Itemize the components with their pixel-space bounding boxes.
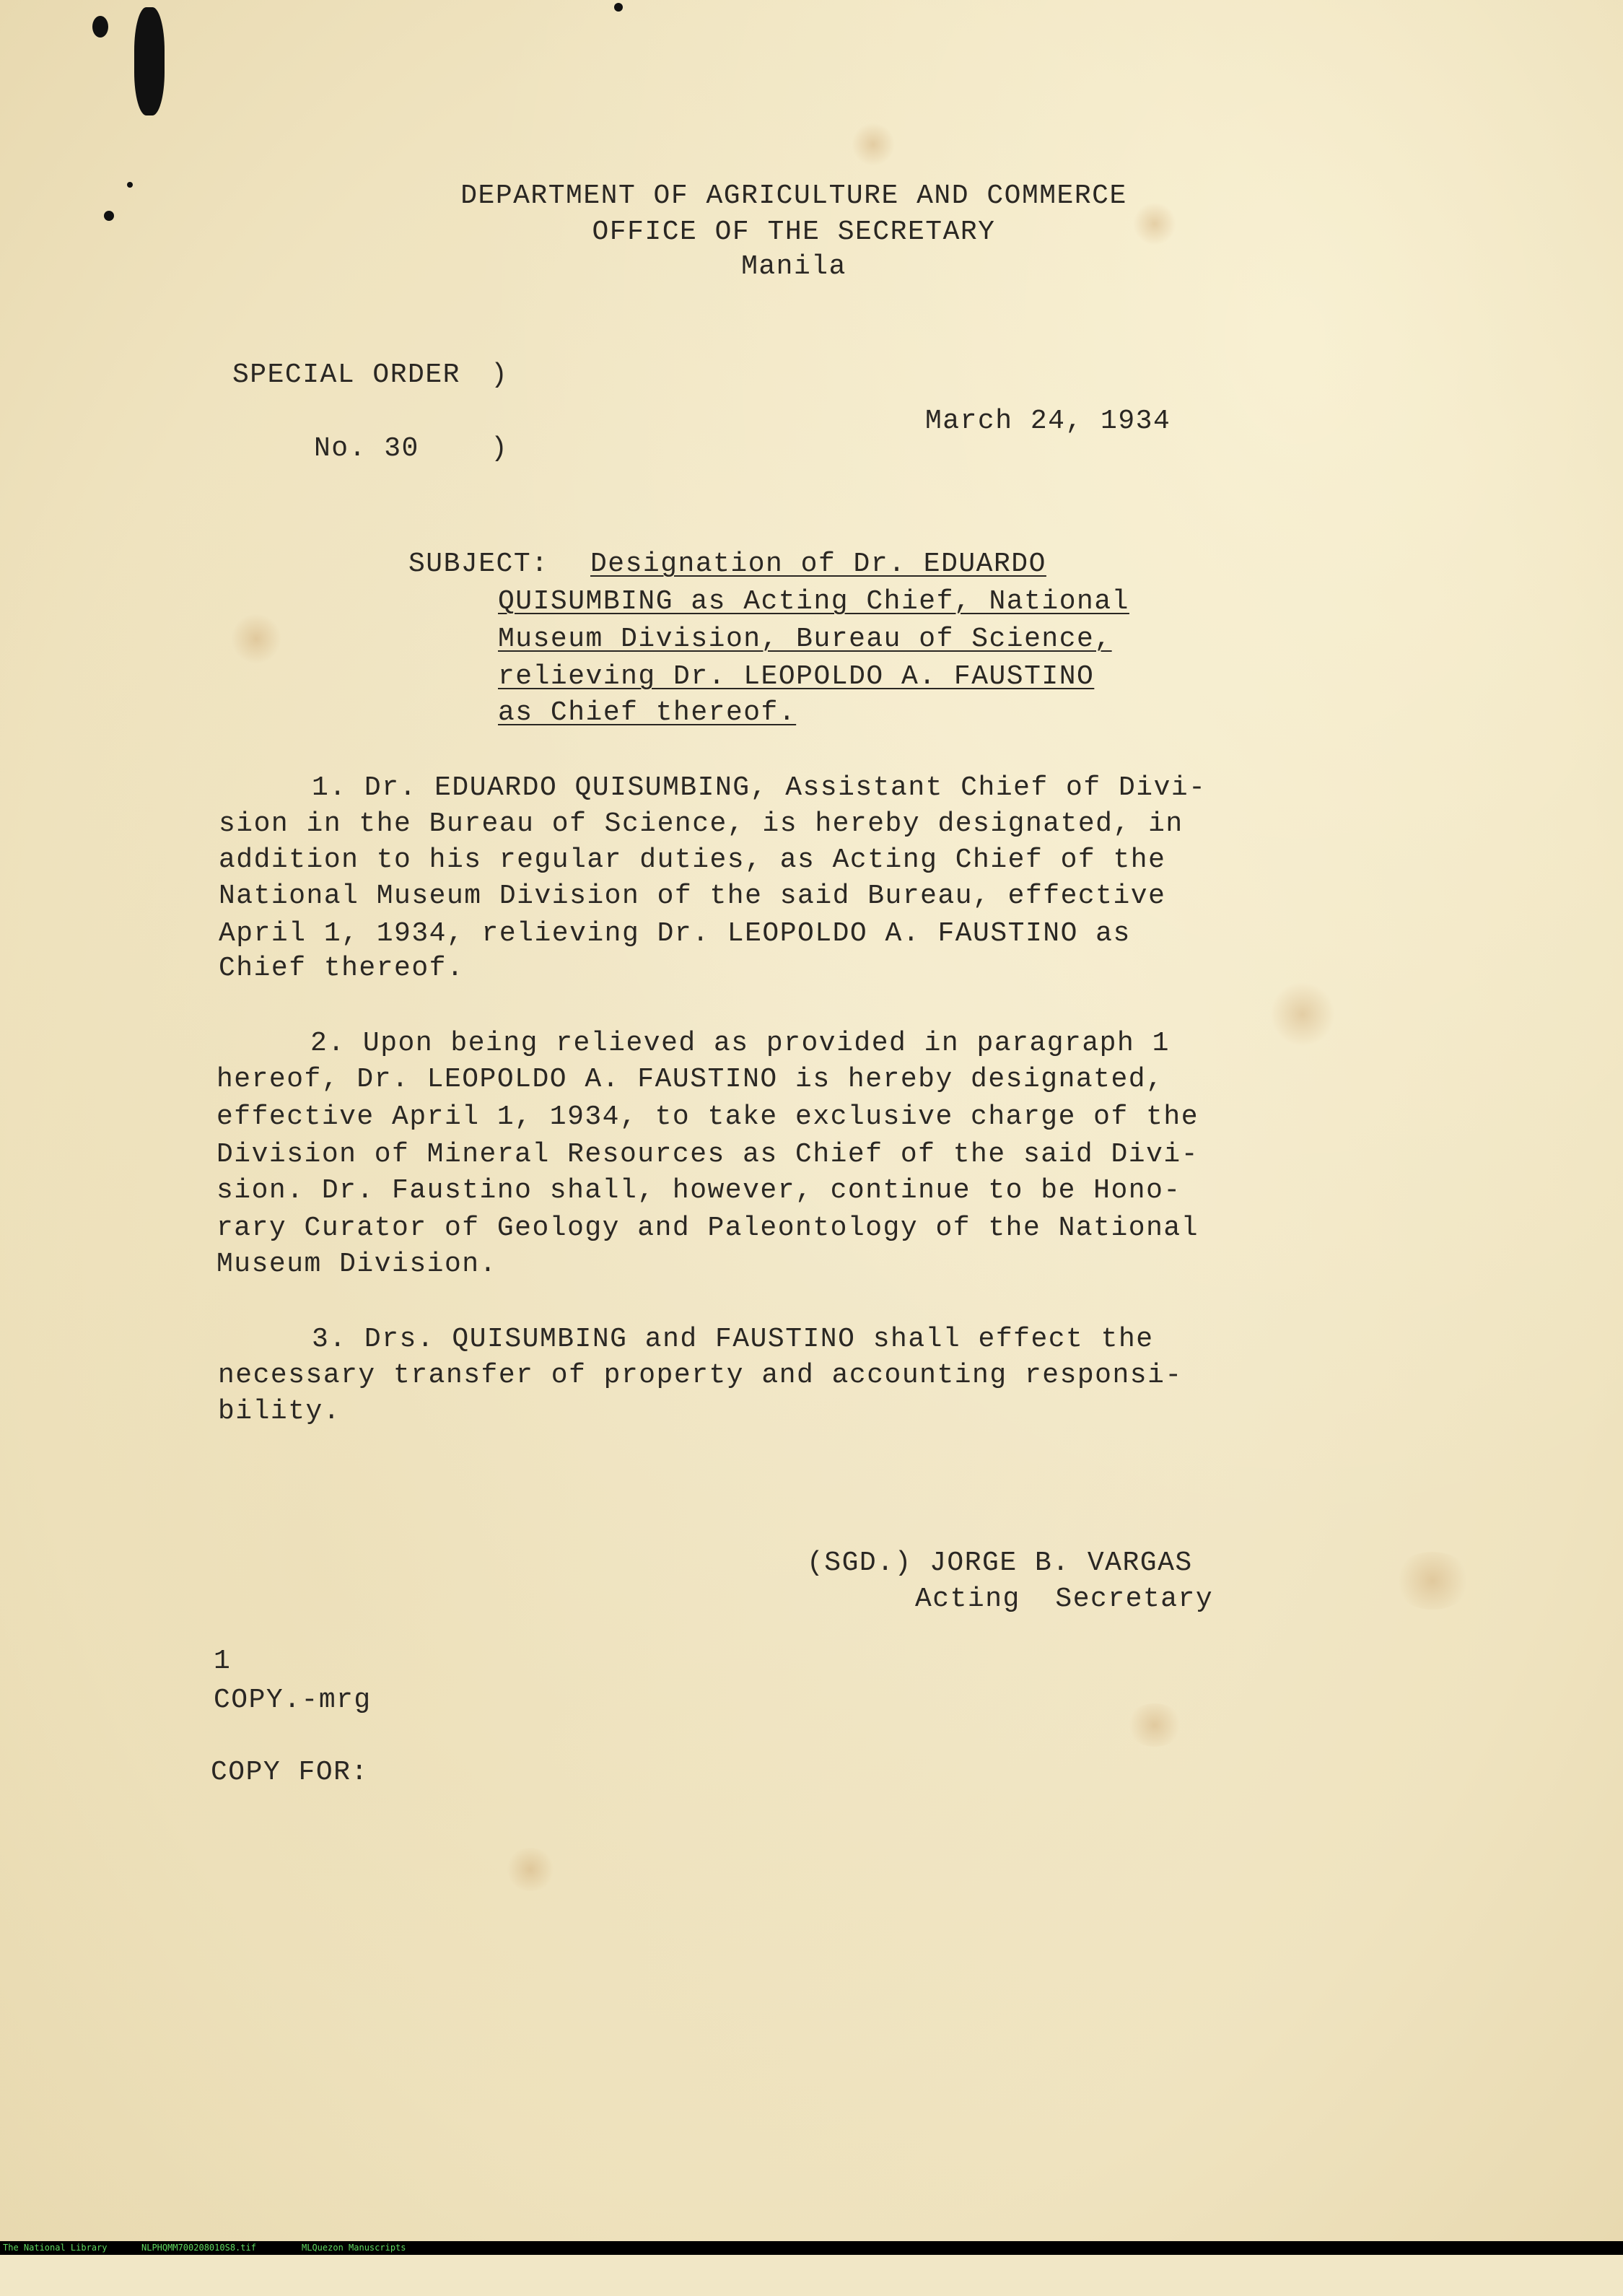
paragraph-3-line: necessary transfer of property and accounting responsi-	[218, 1360, 1183, 1391]
scan-footer-bar	[0, 2241, 1623, 2255]
subject-line: Museum Division, Bureau of Science,	[498, 624, 1112, 655]
paragraph-1-line: April 1, 1934, relieving Dr. LEOPOLDO A. FAUSTINO as	[219, 918, 1131, 949]
paragraph-2-line: Museum Division.	[216, 1249, 497, 1280]
office-heading: OFFICE OF THE SECRETARY	[592, 217, 996, 248]
order-number: No. 30	[314, 433, 419, 464]
stain	[1270, 982, 1335, 1047]
footer-library: The National Library	[3, 2243, 108, 2253]
footer-collection: MLQuezon Manuscripts	[302, 2243, 406, 2253]
paragraph-1-line: Chief thereof.	[219, 953, 465, 984]
paragraph-2-line: 2. Upon being relieved as provided in paragraph 1	[310, 1028, 1170, 1059]
bracket: )	[491, 433, 509, 464]
copy-for-label: COPY FOR:	[211, 1757, 369, 1788]
paragraph-2-line: Division of Mineral Resources as Chief of the said Divi-	[216, 1139, 1199, 1170]
copy-count: 1	[214, 1646, 232, 1677]
paragraph-2-line: effective April 1, 1934, to take exclusive charge of the	[216, 1101, 1199, 1132]
city-heading: Manila	[741, 251, 847, 282]
ink-blot	[127, 182, 133, 188]
paragraph-1-line: 1. Dr. EDUARDO QUISUMBING, Assistant Chief of Divi-	[312, 772, 1207, 803]
ink-blot	[614, 3, 623, 12]
stain	[1126, 1703, 1184, 1747]
ink-blot	[92, 16, 108, 38]
order-date: March 24, 1934	[925, 406, 1171, 437]
paragraph-1-line: addition to his regular duties, as Acting Chief of the	[219, 844, 1166, 876]
paragraph-2-line: hereof, Dr. LEOPOLDO A. FAUSTINO is hereby designated,	[216, 1064, 1164, 1095]
paragraph-2-line: rary Curator of Geology and Paleontology of the National	[216, 1213, 1199, 1244]
copy-initials: COPY.-mrg	[214, 1685, 372, 1716]
ink-blot	[134, 7, 165, 115]
stain	[231, 614, 281, 664]
subject-label: SUBJECT:	[408, 549, 549, 580]
subject-line: as Chief thereof.	[498, 697, 797, 728]
subject-line: Designation of Dr. EDUARDO	[590, 549, 1046, 580]
footer-filename: NLPHQMM700208010S8.tif	[141, 2243, 256, 2253]
signature-name: (SGD.) JORGE B. VARGAS	[807, 1548, 1193, 1579]
paragraph-3-line: bility.	[218, 1396, 341, 1427]
paragraph-1-line: National Museum Division of the said Bureau, effective	[219, 881, 1166, 912]
paragraph-1-line: sion in the Bureau of Science, is hereby designated, in	[219, 808, 1184, 839]
stain	[1393, 1552, 1472, 1610]
department-heading: DEPARTMENT OF AGRICULTURE AND COMMERCE	[460, 180, 1127, 211]
bracket: )	[491, 359, 509, 390]
special-order-label: SPECIAL ORDER	[232, 359, 460, 390]
subject-line: relieving Dr. LEOPOLDO A. FAUSTINO	[498, 661, 1095, 692]
paragraph-3-line: 3. Drs. QUISUMBING and FAUSTINO shall effect the	[312, 1324, 1154, 1355]
paragraph-2-line: sion. Dr. Faustino shall, however, continue to be Hono-	[216, 1175, 1181, 1206]
ink-blot	[104, 211, 114, 221]
stain	[852, 123, 895, 166]
subject-line: QUISUMBING as Acting Chief, National	[498, 586, 1129, 617]
stain	[505, 1848, 556, 1891]
signature-title: Acting Secretary	[915, 1584, 1214, 1615]
